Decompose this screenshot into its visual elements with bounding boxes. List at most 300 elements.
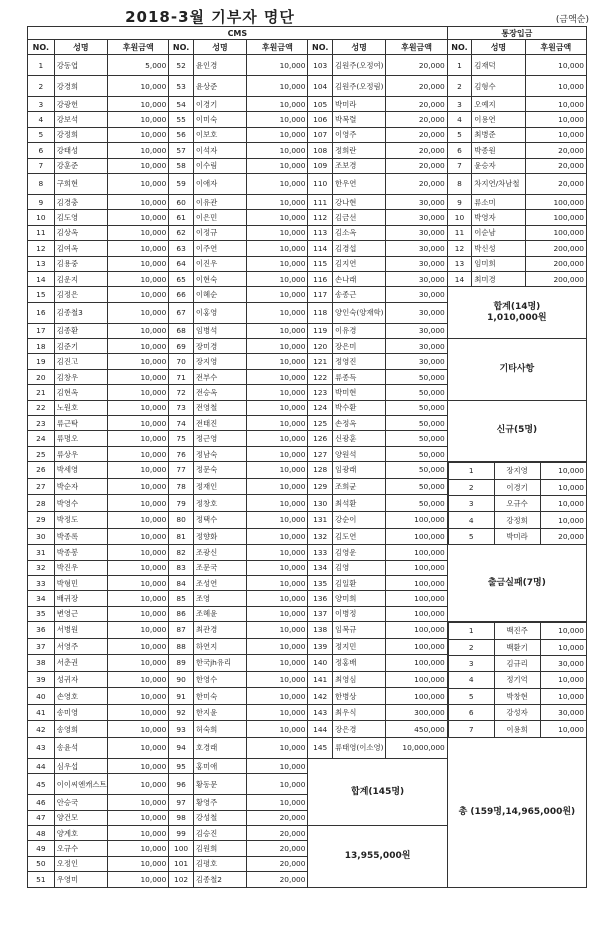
donor-no: 46 <box>28 795 55 810</box>
donor-name: 임병석 <box>193 323 246 338</box>
list-name: 이용희 <box>494 721 540 737</box>
donor-amount: 30,000 <box>386 339 447 354</box>
donor-name: 박수환 <box>332 400 385 415</box>
donor-amount: 10,000 <box>108 112 169 127</box>
list-no: 5 <box>448 688 494 704</box>
list-amount: 10,000 <box>540 512 586 528</box>
donor-name: 박종원 <box>472 143 525 158</box>
donor-amount: 10,000,000 <box>386 737 447 758</box>
donor-amount: 10,000 <box>108 210 169 225</box>
donor-amount: 10,000 <box>525 76 586 97</box>
donor-name: 양원석 <box>332 446 385 461</box>
new-donors-list <box>447 462 586 545</box>
donor-name: 한우연 <box>332 173 385 194</box>
donor-amount: 100,000 <box>525 194 586 209</box>
donor-name: 정택수 <box>193 511 246 528</box>
donor-name: 강광헌 <box>54 97 107 112</box>
list-name: 백진주 <box>494 623 540 639</box>
other-notes <box>447 339 586 401</box>
donor-amount: 10,000 <box>108 76 169 97</box>
donor-amount: 10,000 <box>108 655 169 672</box>
donor-no: 110 <box>308 173 332 194</box>
donor-no: 102 <box>169 872 193 887</box>
donor-name: 호경래 <box>193 737 246 758</box>
header-amount: 후원금액 <box>525 40 586 55</box>
donor-name: 김재덕 <box>472 55 525 76</box>
list-amount: 10,000 <box>540 495 586 511</box>
donor-name: 송영희 <box>54 721 107 738</box>
donor-amount: 10,000 <box>247 194 308 209</box>
donor-name: 이경기 <box>193 97 246 112</box>
header-name: 성명 <box>332 40 385 55</box>
donor-amount: 50,000 <box>386 446 447 461</box>
donor-no: 34 <box>28 591 55 606</box>
donor-amount: 10,000 <box>247 495 308 512</box>
donor-no: 10 <box>447 210 471 225</box>
donor-name: 안승국 <box>54 795 107 810</box>
donor-no: 99 <box>169 826 193 841</box>
donor-name: 전부수 <box>193 369 246 384</box>
donor-amount: 50,000 <box>386 495 447 512</box>
donor-name: 박종봉 <box>54 545 107 560</box>
list-name: 강정희 <box>494 512 540 528</box>
donor-amount: 100,000 <box>386 688 447 705</box>
donor-no: 118 <box>308 302 332 323</box>
donor-name: 류소미 <box>472 194 525 209</box>
donor-amount: 20,000 <box>386 112 447 127</box>
donor-name: 최영심 <box>332 671 385 688</box>
donor-no: 16 <box>28 302 55 323</box>
list-name: 김규리 <box>494 655 540 671</box>
donor-amount: 10,000 <box>247 462 308 479</box>
donor-no: 14 <box>28 271 55 286</box>
donor-name: 이은민 <box>193 210 246 225</box>
donor-no: 112 <box>308 210 332 225</box>
donor-no: 124 <box>308 400 332 415</box>
donor-name: 김정은 <box>54 287 107 302</box>
donor-name: 김도영 <box>54 210 107 225</box>
donor-amount: 50,000 <box>386 478 447 495</box>
donor-amount: 10,000 <box>108 638 169 655</box>
donor-name: 정영진 <box>332 354 385 369</box>
table-row <box>28 256 587 271</box>
donor-name: 성귀자 <box>54 671 107 688</box>
donor-amount: 30,000 <box>386 241 447 256</box>
donor-no: 14 <box>447 271 471 286</box>
donor-name: 류명오 <box>54 431 107 446</box>
donor-no: 67 <box>169 302 193 323</box>
donor-name: 김금선 <box>332 210 385 225</box>
list-amount: 20,000 <box>540 528 586 544</box>
donor-amount: 10,000 <box>247 795 308 810</box>
donor-amount: 10,000 <box>247 323 308 338</box>
donor-name: 정홍배 <box>332 655 385 672</box>
header-amount: 후원금액 <box>386 40 447 55</box>
donor-amount: 10,000 <box>108 173 169 194</box>
donor-name: 김평호 <box>193 856 246 871</box>
donor-amount: 10,000 <box>108 528 169 545</box>
list-amount: 10,000 <box>540 721 586 737</box>
donor-amount: 10,000 <box>247 112 308 127</box>
donor-name: 정희란 <box>332 143 385 158</box>
donor-no: 55 <box>169 112 193 127</box>
donor-name: 박형민 <box>54 575 107 590</box>
donor-name: 김여옥 <box>54 241 107 256</box>
donor-amount: 10,000 <box>108 369 169 384</box>
donor-amount: 10,000 <box>247 737 308 758</box>
table-row <box>28 158 587 173</box>
donor-no: 142 <box>308 688 332 705</box>
donor-amount: 10,000 <box>247 511 308 528</box>
donor-amount: 10,000 <box>247 591 308 606</box>
donor-name: 이수림 <box>193 158 246 173</box>
donor-name: 임광래 <box>332 462 385 479</box>
donor-amount: 300,000 <box>386 704 447 721</box>
donor-name: 조희균 <box>332 478 385 495</box>
donor-name: 이정규 <box>193 225 246 240</box>
donor-name: 오규수 <box>54 841 107 856</box>
donor-name: 박영자 <box>472 210 525 225</box>
donor-no: 43 <box>28 737 55 758</box>
donor-amount: 50,000 <box>386 462 447 479</box>
donor-amount: 10,000 <box>108 127 169 142</box>
donor-name: 윤인경 <box>193 55 246 76</box>
donor-amount: 200,000 <box>525 271 586 286</box>
donor-amount: 10,000 <box>108 97 169 112</box>
donor-name: 이애자 <box>193 173 246 194</box>
donor-amount: 10,000 <box>108 856 169 871</box>
donor-name: 김진고 <box>54 354 107 369</box>
donor-name: 이병정 <box>332 606 385 621</box>
donor-amount: 10,000 <box>247 385 308 400</box>
donor-no: 141 <box>308 671 332 688</box>
donor-amount: 450,000 <box>386 721 447 738</box>
donor-no: 38 <box>28 655 55 672</box>
donor-name: 박세영 <box>54 462 107 479</box>
list-name: 장지영 <box>494 463 540 479</box>
donor-amount: 100,000 <box>386 622 447 639</box>
donor-name: 이용연 <box>472 112 525 127</box>
donor-amount: 30,000 <box>386 271 447 286</box>
donor-no: 33 <box>28 575 55 590</box>
list-amount: 10,000 <box>540 688 586 704</box>
donor-name: 송미영 <box>54 704 107 721</box>
list-amount: 10,000 <box>540 463 586 479</box>
donor-amount: 10,000 <box>108 622 169 639</box>
donor-no: 24 <box>28 431 55 446</box>
donor-name: 오정인 <box>54 856 107 871</box>
list-no: 2 <box>448 639 494 655</box>
donor-amount: 10,000 <box>247 671 308 688</box>
other-label: 기타사항 <box>499 363 535 374</box>
donor-no: 48 <box>28 826 55 841</box>
donor-name: 강경희 <box>54 76 107 97</box>
donor-amount: 10,000 <box>108 143 169 158</box>
donor-no: 41 <box>28 704 55 721</box>
donor-no: 100 <box>169 841 193 856</box>
fail-list <box>447 622 586 738</box>
donor-amount: 10,000 <box>108 688 169 705</box>
donor-name: 조광신 <box>193 545 246 560</box>
header-name: 성명 <box>54 40 107 55</box>
donor-no: 86 <box>169 606 193 621</box>
donor-no: 82 <box>169 545 193 560</box>
header-no: NO. <box>447 40 471 55</box>
donor-name: 박종록 <box>54 528 107 545</box>
donor-name: 이진우 <box>193 256 246 271</box>
page-title: 2018-3월 기부자 명단 <box>125 8 295 26</box>
donor-amount: 10,000 <box>247 638 308 655</box>
donor-amount: 10,000 <box>247 721 308 738</box>
table-row <box>28 400 587 415</box>
donor-no: 89 <box>169 655 193 672</box>
donor-name: 강정희 <box>54 127 107 142</box>
list-no: 2 <box>448 479 494 495</box>
donor-name: 이보호 <box>193 127 246 142</box>
donor-no: 114 <box>308 241 332 256</box>
donor-no: 45 <box>28 774 55 795</box>
donor-name: 박영수 <box>54 495 107 512</box>
donor-amount: 100,000 <box>386 671 447 688</box>
donor-no: 137 <box>308 606 332 621</box>
donor-name: 서영주 <box>54 638 107 655</box>
donor-no: 62 <box>169 225 193 240</box>
donor-name: 이현숙 <box>193 271 246 286</box>
donor-name: 박복렬 <box>332 112 385 127</box>
table-row <box>28 339 587 354</box>
donor-amount: 10,000 <box>108 225 169 240</box>
donor-name: 하연지 <box>193 638 246 655</box>
donor-no: 7 <box>28 158 55 173</box>
donor-amount: 10,000 <box>108 841 169 856</box>
donor-name: 손정옥 <box>332 416 385 431</box>
donor-name: 차지연/차남철 <box>472 173 525 194</box>
donor-no: 138 <box>308 622 332 639</box>
donor-no: 2 <box>447 76 471 97</box>
donor-name: 한국jh유리 <box>193 655 246 672</box>
donor-no: 98 <box>169 810 193 825</box>
donor-name: 김경섭 <box>332 241 385 256</box>
grand-total-text: 총 (159명,14,965,000원) <box>458 807 576 818</box>
donor-name: 박진우 <box>54 560 107 575</box>
donor-name: 조문국 <box>193 560 246 575</box>
donor-name: 김종환 <box>54 323 107 338</box>
donor-amount: 10,000 <box>108 591 169 606</box>
list-no: 4 <box>448 672 494 688</box>
donor-amount: 100,000 <box>386 591 447 606</box>
donor-no: 19 <box>28 354 55 369</box>
donor-name: 황동문 <box>193 774 246 795</box>
donor-amount: 10,000 <box>108 671 169 688</box>
donor-name: 신광훈 <box>332 431 385 446</box>
donor-no: 129 <box>308 478 332 495</box>
cms-total-amount <box>308 826 447 888</box>
donor-no: 75 <box>169 431 193 446</box>
donor-no: 53 <box>169 76 193 97</box>
donor-amount: 30,000 <box>386 194 447 209</box>
donor-amount: 10,000 <box>247 606 308 621</box>
table-row <box>28 545 587 560</box>
donor-amount: 50,000 <box>386 416 447 431</box>
donor-amount: 100,000 <box>386 575 447 590</box>
donor-amount: 10,000 <box>525 97 586 112</box>
donor-no: 103 <box>308 55 332 76</box>
donor-no: 68 <box>169 323 193 338</box>
donor-name: 양건모 <box>54 810 107 825</box>
donor-amount: 10,000 <box>108 446 169 461</box>
donor-no: 11 <box>28 225 55 240</box>
header-amount: 후원금액 <box>108 40 169 55</box>
donor-name: 심우섭 <box>54 758 107 773</box>
list-name: 백환기 <box>494 639 540 655</box>
donor-no: 28 <box>28 495 55 512</box>
donor-no: 52 <box>169 55 193 76</box>
donor-amount: 10,000 <box>247 400 308 415</box>
donor-no: 106 <box>308 112 332 127</box>
donor-name: 김준기 <box>54 339 107 354</box>
donor-name: 김형수 <box>472 76 525 97</box>
donor-name: 김지연 <box>332 256 385 271</box>
donor-name: 정남숙 <box>193 446 246 461</box>
donor-no: 80 <box>169 511 193 528</box>
donor-no: 21 <box>28 385 55 400</box>
donor-name: 김운지 <box>54 271 107 286</box>
donor-name: 허숙희 <box>193 721 246 738</box>
donor-no: 131 <box>308 511 332 528</box>
bank-total <box>447 287 586 339</box>
donor-name: 이홍영 <box>193 302 246 323</box>
donor-name: 양인숙(양재학) <box>332 302 385 323</box>
donor-name: 강보석 <box>54 112 107 127</box>
donor-amount: 10,000 <box>247 622 308 639</box>
donor-amount: 10,000 <box>247 287 308 302</box>
donor-amount: 10,000 <box>108 774 169 795</box>
donor-no: 139 <box>308 638 332 655</box>
donor-amount: 10,000 <box>108 241 169 256</box>
donor-name: 강훈준 <box>54 158 107 173</box>
table-row <box>28 112 587 127</box>
table-row <box>28 287 587 302</box>
donor-no: 49 <box>28 841 55 856</box>
donor-name: 김종철3 <box>54 302 107 323</box>
donor-no: 27 <box>28 478 55 495</box>
donor-name: 정근영 <box>193 431 246 446</box>
donor-amount: 50,000 <box>386 369 447 384</box>
donor-amount: 20,000 <box>525 173 586 194</box>
donor-amount: 10,000 <box>247 76 308 97</box>
section-bank: 통장입금 <box>447 27 586 40</box>
donor-name: 박순자 <box>54 478 107 495</box>
donor-amount: 10,000 <box>108 287 169 302</box>
donor-no: 81 <box>169 528 193 545</box>
donor-no: 13 <box>447 256 471 271</box>
donor-no: 4 <box>28 112 55 127</box>
donor-name: 김도연 <box>332 528 385 545</box>
donor-amount: 30,000 <box>386 302 447 323</box>
donor-no: 63 <box>169 241 193 256</box>
cms-total-label <box>308 758 447 825</box>
donor-amount: 10,000 <box>108 810 169 825</box>
donor-amount: 20,000 <box>386 55 447 76</box>
donor-name: 노원호 <box>54 400 107 415</box>
donor-no: 26 <box>28 462 55 479</box>
donor-no: 134 <box>308 560 332 575</box>
table-row <box>28 622 587 639</box>
donor-name: 장지영 <box>193 354 246 369</box>
donor-no: 123 <box>308 385 332 400</box>
donor-amount: 10,000 <box>247 225 308 240</box>
donor-no: 1 <box>447 55 471 76</box>
donor-no: 37 <box>28 638 55 655</box>
donor-no: 61 <box>169 210 193 225</box>
donor-no: 84 <box>169 575 193 590</box>
donor-no: 8 <box>447 173 471 194</box>
donor-amount: 100,000 <box>525 210 586 225</box>
donor-name: 이영주 <box>332 127 385 142</box>
donor-amount: 10,000 <box>108 323 169 338</box>
donor-name: 이석자 <box>193 143 246 158</box>
donor-amount: 10,000 <box>247 431 308 446</box>
donor-no: 5 <box>28 127 55 142</box>
donor-no: 108 <box>308 143 332 158</box>
donor-amount: 10,000 <box>247 528 308 545</box>
header-no: NO. <box>308 40 332 55</box>
table-row <box>28 76 587 97</box>
donor-name: 강동엽 <box>54 55 107 76</box>
list-no: 3 <box>448 655 494 671</box>
donor-no: 2 <box>28 76 55 97</box>
donor-no: 121 <box>308 354 332 369</box>
donor-name: 이순남 <box>472 225 525 240</box>
donor-name: 배귀장 <box>54 591 107 606</box>
fail-header <box>447 545 586 622</box>
donor-no: 136 <box>308 591 332 606</box>
donor-name: 한병상 <box>332 688 385 705</box>
donor-name: 김영 <box>332 560 385 575</box>
donor-table <box>27 26 587 888</box>
list-amount: 10,000 <box>540 479 586 495</box>
donor-amount: 10,000 <box>108 495 169 512</box>
donor-no: 97 <box>169 795 193 810</box>
donor-amount: 10,000 <box>108 431 169 446</box>
donor-amount: 10,000 <box>247 354 308 369</box>
donor-amount: 10,000 <box>108 385 169 400</box>
donor-amount: 20,000 <box>247 826 308 841</box>
donor-name: 최석환 <box>332 495 385 512</box>
donor-name: 손나래 <box>332 271 385 286</box>
donor-name: 윤상준 <box>193 76 246 97</box>
donor-name: 류종득 <box>332 369 385 384</box>
donor-amount: 30,000 <box>386 210 447 225</box>
donor-amount: 30,000 <box>386 256 447 271</box>
donor-name: 조보경 <box>332 158 385 173</box>
donor-no: 51 <box>28 872 55 887</box>
donor-no: 1 <box>28 55 55 76</box>
donor-amount: 10,000 <box>247 173 308 194</box>
donor-name: 최우식 <box>332 704 385 721</box>
donor-name: 류근탁 <box>54 416 107 431</box>
donor-no: 11 <box>447 225 471 240</box>
donor-name: 김창우 <box>54 369 107 384</box>
table-row <box>28 127 587 142</box>
donor-no: 13 <box>28 256 55 271</box>
donor-amount: 10,000 <box>108 575 169 590</box>
donor-amount: 10,000 <box>247 704 308 721</box>
donor-no: 47 <box>28 810 55 825</box>
list-name: 박미라 <box>494 528 540 544</box>
donor-no: 58 <box>169 158 193 173</box>
donor-no: 54 <box>169 97 193 112</box>
